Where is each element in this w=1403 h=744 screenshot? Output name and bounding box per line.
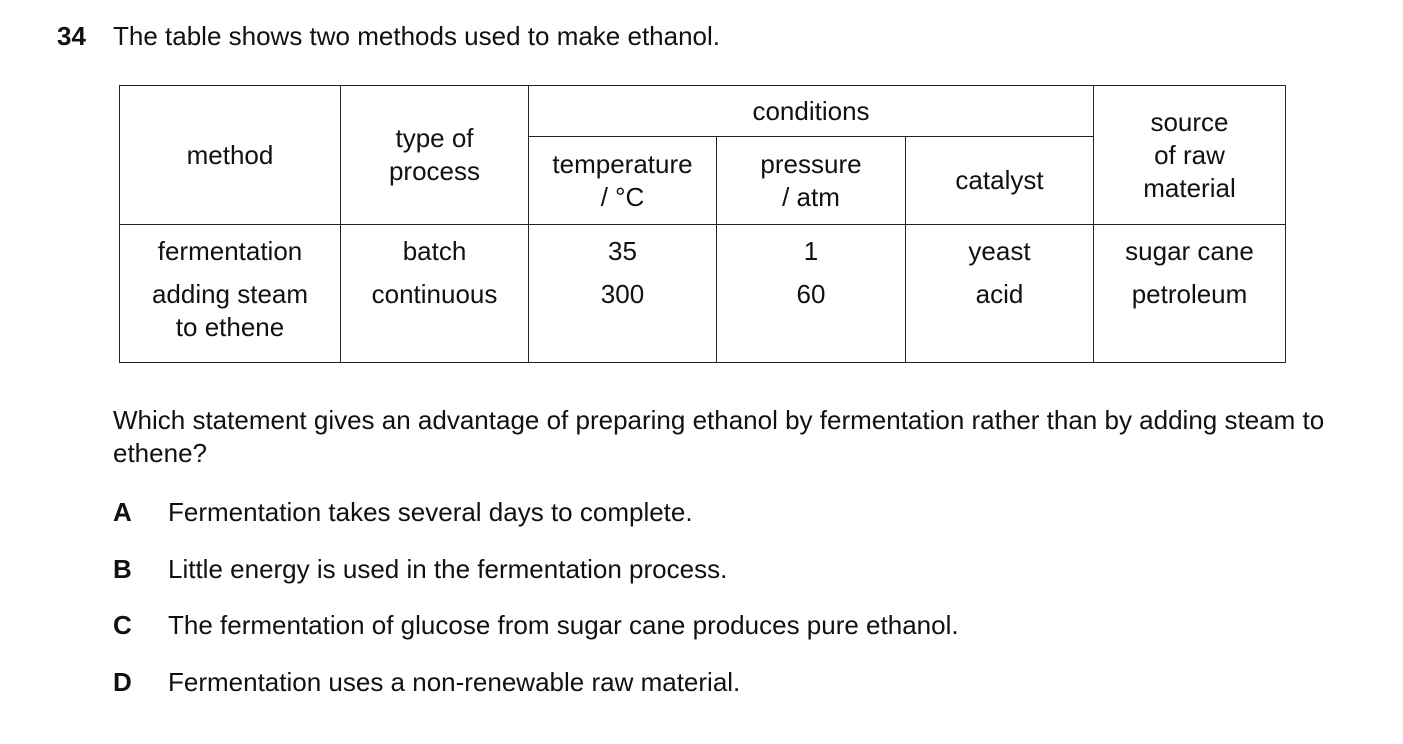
cell-pressure: 1: [717, 225, 906, 279]
cell-catalyst: acid: [906, 278, 1094, 363]
header-type-line-2: process: [388, 156, 481, 186]
option-letter: A: [113, 497, 132, 527]
cell-pressure: 60: [717, 278, 906, 363]
table-row: [120, 278, 1286, 363]
question-stem: The table shows two methods used to make ethanol.: [113, 21, 721, 51]
cell-catalyst: yeast: [906, 225, 1094, 279]
cell-method: [120, 225, 341, 279]
header-temperature-unit: / °C: [600, 181, 645, 212]
header-source-line-1: source: [1150, 106, 1229, 137]
cell-source: sugar cane: [1094, 225, 1286, 279]
option-letter: B: [113, 553, 132, 584]
cell-method-line: adding steam: [151, 279, 309, 309]
header-conditions: conditions: [529, 86, 1094, 137]
option-letter: D: [113, 666, 132, 697]
cell-method-line: to ethene: [175, 312, 285, 342]
option-text: Little energy is used in the fermentation process.: [168, 553, 728, 584]
header-catalyst: catalyst: [906, 137, 1094, 225]
header-source-line-2: of raw: [1154, 139, 1225, 170]
header-pressure: [717, 137, 906, 225]
cell-method-line: fermentation: [157, 236, 303, 266]
table-row: [120, 225, 1286, 279]
cell-method: [120, 278, 341, 363]
cell-process: batch: [341, 225, 529, 279]
question-prompt: Which statement gives an advantage of preparing ethanol by fermentation rather than by adding steam to ethene?: [113, 405, 1325, 468]
option-letter: C: [113, 610, 132, 640]
option-text: Fermentation uses a non-renewable raw material.: [168, 666, 741, 697]
header-temperature: [529, 137, 717, 225]
header-type-line-1: type of: [395, 123, 474, 153]
header-pressure-unit: / atm: [782, 181, 840, 212]
cell-temperature: 300: [529, 278, 717, 363]
header-type-of-process: [341, 86, 529, 225]
header-pressure-line-1: pressure: [760, 148, 862, 179]
option-text: Fermentation takes several days to complete.: [168, 497, 693, 527]
question-number: 34: [57, 21, 86, 51]
header-temperature-line-1: temperature: [552, 148, 693, 179]
header-source-line-3: material: [1143, 172, 1236, 203]
header-source: [1094, 86, 1286, 225]
header-method: method: [120, 86, 341, 225]
cell-source: petroleum: [1094, 278, 1286, 363]
option-text: The fermentation of glucose from sugar cane produces pure ethanol.: [168, 610, 959, 640]
ethanol-methods-table: [119, 85, 1286, 363]
cell-temperature: 35: [529, 225, 717, 279]
cell-process: continuous: [341, 278, 529, 363]
